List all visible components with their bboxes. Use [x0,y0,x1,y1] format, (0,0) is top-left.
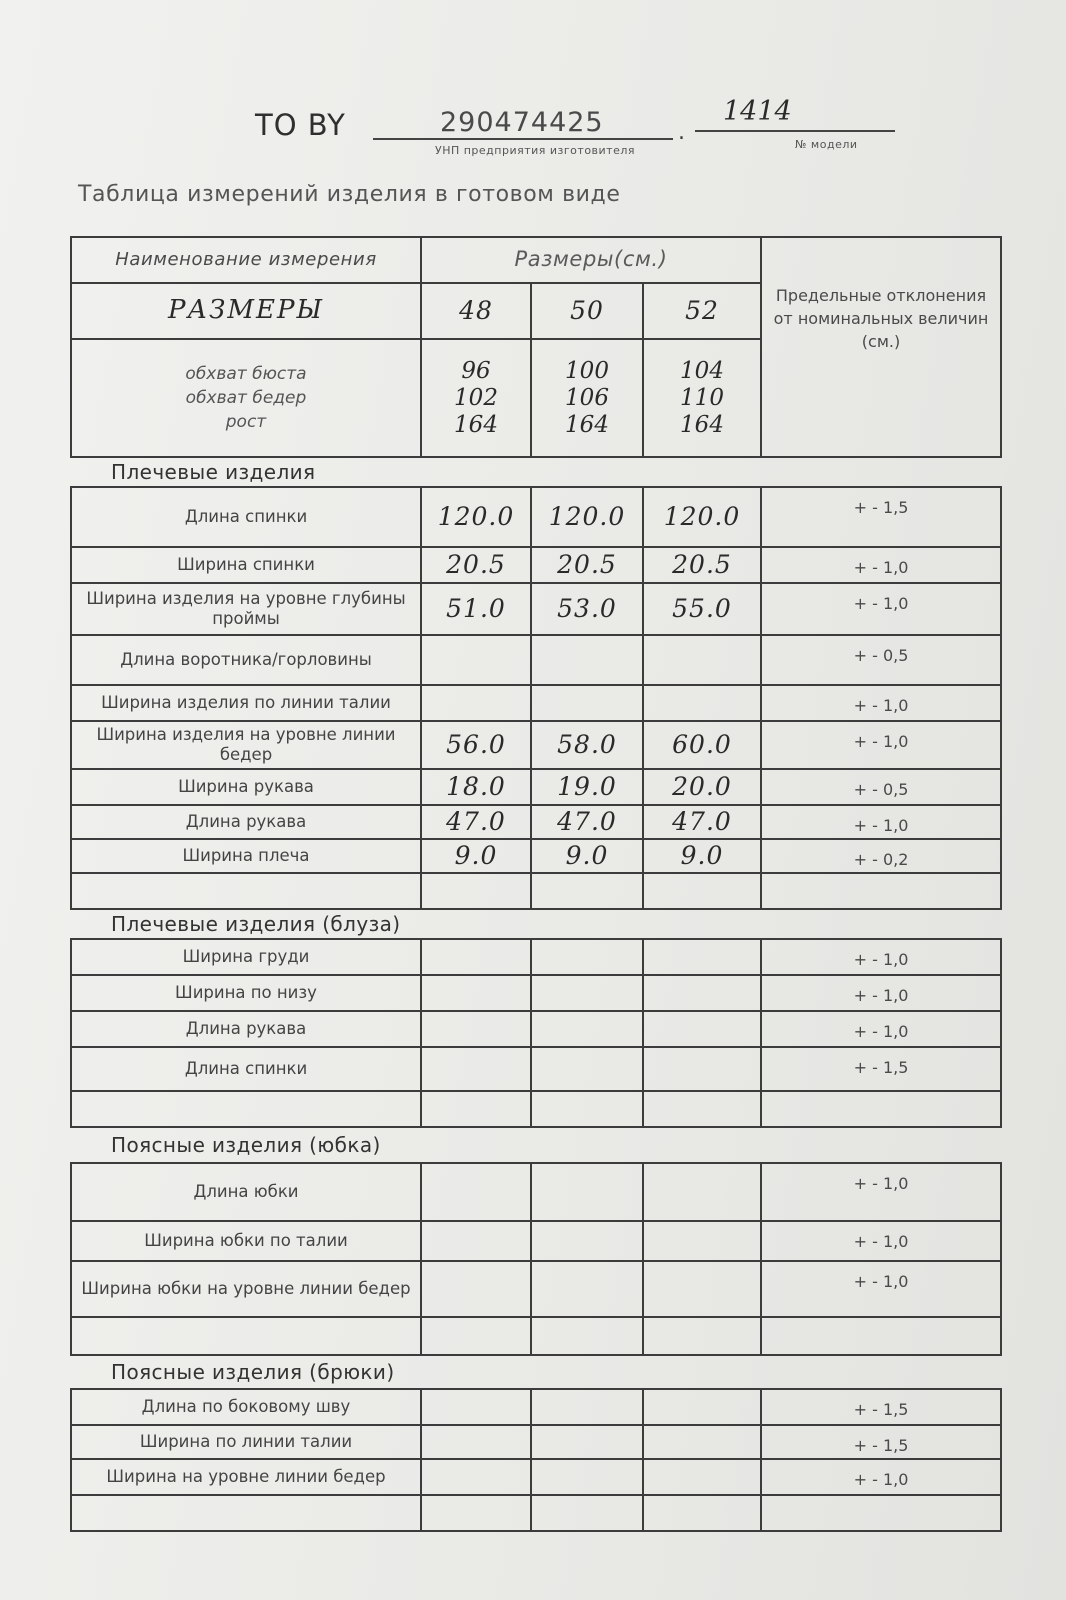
measurement-value: 20.5 [643,547,761,583]
table-row [71,1495,1001,1531]
unp-caption: УНП предприятия изготовителя [435,144,636,157]
measurement-value [643,1425,761,1459]
tolerance-value: + - 1,5 [761,487,1001,547]
measurement-value [421,1459,531,1495]
measurement-value: 120.0 [643,487,761,547]
tolerance-value: + - 1,0 [761,1261,1001,1317]
measurement-value [531,1317,643,1355]
base-values-52 [643,339,761,457]
measurement-value [531,939,643,975]
section-header-row [71,909,1001,939]
table-row [71,769,1001,805]
measurement-value [643,1495,761,1531]
section-header-row [71,1355,1001,1389]
measurement-value [421,1389,531,1425]
tolerance-value: + - 1,0 [761,721,1001,769]
section-title: Поясные изделия (брюки) [71,1355,1001,1389]
col-header-deviation: Предельные отклонения от номинальных величин (см.) [761,237,1001,457]
measurement-name: Ширина на уровне линии бедер [71,1459,421,1495]
table-row [71,1011,1001,1047]
tolerance-value: + - 1,5 [761,1047,1001,1091]
measurement-value: 53.0 [531,583,643,635]
measurement-value [643,635,761,685]
size-50: 50 [531,283,643,339]
measurement-value: 60.0 [643,721,761,769]
measurement-value: 9.0 [643,839,761,873]
measurement-value: 9.0 [531,839,643,873]
separator-dot: . [678,120,685,145]
measurement-name: Ширина по линии талии [71,1425,421,1459]
measurement-name: Ширина юбки на уровне линии бедер [71,1261,421,1317]
height-50: 164 [565,411,609,438]
measurement-value [421,1425,531,1459]
measurement-value: 120.0 [421,487,531,547]
table-row [71,873,1001,909]
measurement-value [421,975,531,1011]
measurement-name: Ширина плеча [71,839,421,873]
measurement-value: 47.0 [643,805,761,839]
measurement-name: Ширина спинки [71,547,421,583]
measurement-value: 58.0 [531,721,643,769]
tolerance-value: + - 1,0 [761,583,1001,635]
measurement-value [421,1221,531,1261]
tolerance-value: + - 1,0 [761,975,1001,1011]
measurement-value [421,685,531,721]
tolerance-value: + - 1,5 [761,1389,1001,1425]
measurement-value [421,1317,531,1355]
tolerance-value [761,1317,1001,1355]
tolerance-value: + - 0,5 [761,769,1001,805]
bust-label: обхват бюста [185,364,307,384]
bust-48: 96 [461,357,491,384]
measurement-value: 47.0 [531,805,643,839]
measurement-value [531,685,643,721]
measurement-value [643,1389,761,1425]
tolerance-value [761,1091,1001,1127]
height-48: 164 [454,411,498,438]
table-row [71,1389,1001,1425]
measurement-value [531,1389,643,1425]
measurement-value [643,1221,761,1261]
tolerance-value: + - 0,5 [761,635,1001,685]
tolerance-value: + - 1,0 [761,1459,1001,1495]
measurement-name [71,1317,421,1355]
measurement-name: Ширина по низу [71,975,421,1011]
unp-value: 290474425 [440,107,604,138]
measurement-value [643,1091,761,1127]
measurement-value [643,975,761,1011]
measurement-value [643,1317,761,1355]
col-header-name: Наименование измерения [71,237,421,283]
table-row [71,839,1001,873]
table-row [71,487,1001,547]
tolerance-value [761,1495,1001,1531]
measurement-name: Ширина изделия на уровне линии бедер [71,721,421,769]
tolerance-value: + - 1,0 [761,685,1001,721]
height-label: рост [225,412,267,432]
model-number-value: 1414 [723,96,792,127]
table-row [71,1425,1001,1459]
size-52: 52 [643,283,761,339]
tolerance-value: + - 1,0 [761,1163,1001,1221]
measurement-value [531,1163,643,1221]
measurement-name [71,1495,421,1531]
measurement-table [70,236,1002,1532]
table-row [71,1459,1001,1495]
bust-50: 100 [565,357,609,384]
hips-50: 106 [565,384,609,411]
section-title: Плечевые изделия (блуза) [71,909,1001,939]
measurement-value [421,1163,531,1221]
measurement-value: 47.0 [421,805,531,839]
measurement-table-container [70,236,1000,1532]
section-title: Плечевые изделия [71,457,1001,487]
measurement-value [421,1495,531,1531]
bust-52: 104 [680,357,724,384]
base-values-50 [531,339,643,457]
measurement-value [421,939,531,975]
table-row [71,721,1001,769]
table-row [71,635,1001,685]
measurement-value [643,1047,761,1091]
measurement-value: 18.0 [421,769,531,805]
table-row [71,939,1001,975]
measurement-name: Длина рукава [71,805,421,839]
measurement-value [421,873,531,909]
measurement-value [531,873,643,909]
col-header-sizes: Размеры(см.) [421,237,761,283]
measurement-value: 19.0 [531,769,643,805]
measurement-value [531,1091,643,1127]
measurement-value: 20.5 [531,547,643,583]
measurement-name: Длина по боковому шву [71,1389,421,1425]
table-row [71,685,1001,721]
tolerance-value: + - 1,5 [761,1425,1001,1459]
tolerance-value: + - 1,0 [761,805,1001,839]
model-number-caption: № модели [795,138,858,151]
measurement-value: 20.0 [643,769,761,805]
measurement-name: Ширина изделия на уровне глубины проймы [71,583,421,635]
measurement-value [421,635,531,685]
hips-48: 102 [454,384,498,411]
tolerance-value: + - 0,2 [761,839,1001,873]
measurement-value [421,1091,531,1127]
measurement-value [643,939,761,975]
measurement-value [531,975,643,1011]
table-row [71,1163,1001,1221]
height-52: 164 [680,411,724,438]
measurement-name: Ширина юбки по талии [71,1221,421,1261]
sizes-row-label: РАЗМЕРЫ [71,283,421,339]
table-row [71,1261,1001,1317]
measurement-name: Длина спинки [71,487,421,547]
measurement-name [71,1091,421,1127]
size-48: 48 [421,283,531,339]
measurement-value [421,1261,531,1317]
measurement-value: 120.0 [531,487,643,547]
measurement-value [531,1495,643,1531]
table-row [71,1317,1001,1355]
measurement-value: 56.0 [421,721,531,769]
measurement-value [531,1221,643,1261]
measurement-value [643,873,761,909]
tolerance-value: + - 1,0 [761,1011,1001,1047]
measurement-value [531,1047,643,1091]
tolerance-value: + - 1,0 [761,547,1001,583]
hips-label: обхват бедер [185,388,307,408]
measurement-value [531,1425,643,1459]
measurement-name: Длина рукава [71,1011,421,1047]
model-underline [695,130,895,132]
measurement-value [643,1163,761,1221]
table-row [71,805,1001,839]
section-title: Поясные изделия (юбка) [71,1127,1001,1163]
table-row [71,1047,1001,1091]
table-header-row [71,237,1001,283]
section-header-row [71,457,1001,487]
measurement-value [643,685,761,721]
table-row [71,1221,1001,1261]
tolerance-value: + - 1,0 [761,939,1001,975]
measurement-value [643,1011,761,1047]
measurement-value: 20.5 [421,547,531,583]
measurement-value [643,1261,761,1317]
section-header-row [71,1127,1001,1163]
base-values-48 [421,339,531,457]
table-row [71,975,1001,1011]
measurement-value [421,1011,531,1047]
to-by-label: TO BY [255,108,346,142]
tolerance-value: + - 1,0 [761,1221,1001,1261]
measurement-value [531,1261,643,1317]
document-header [255,96,915,164]
measurement-name: Длина спинки [71,1047,421,1091]
measurement-name: Ширина рукава [71,769,421,805]
hips-52: 110 [680,384,724,411]
measurement-value [531,1011,643,1047]
measurement-value: 9.0 [421,839,531,873]
measurement-value [531,1459,643,1495]
measurement-value [531,635,643,685]
document-title: Таблица измерений изделия в готовом виде [78,182,621,207]
measurement-value: 55.0 [643,583,761,635]
measurement-value: 51.0 [421,583,531,635]
tolerance-value [761,873,1001,909]
unp-underline [373,138,673,140]
measurement-name: Длина юбки [71,1163,421,1221]
measurement-name: Длина воротника/горловины [71,635,421,685]
measurement-name: Ширина груди [71,939,421,975]
measurement-value [421,1047,531,1091]
measurement-value [643,1459,761,1495]
table-row [71,547,1001,583]
base-labels-cell [71,339,421,457]
measurement-name: Ширина изделия по линии талии [71,685,421,721]
table-row [71,1091,1001,1127]
measurement-name [71,873,421,909]
table-row [71,583,1001,635]
